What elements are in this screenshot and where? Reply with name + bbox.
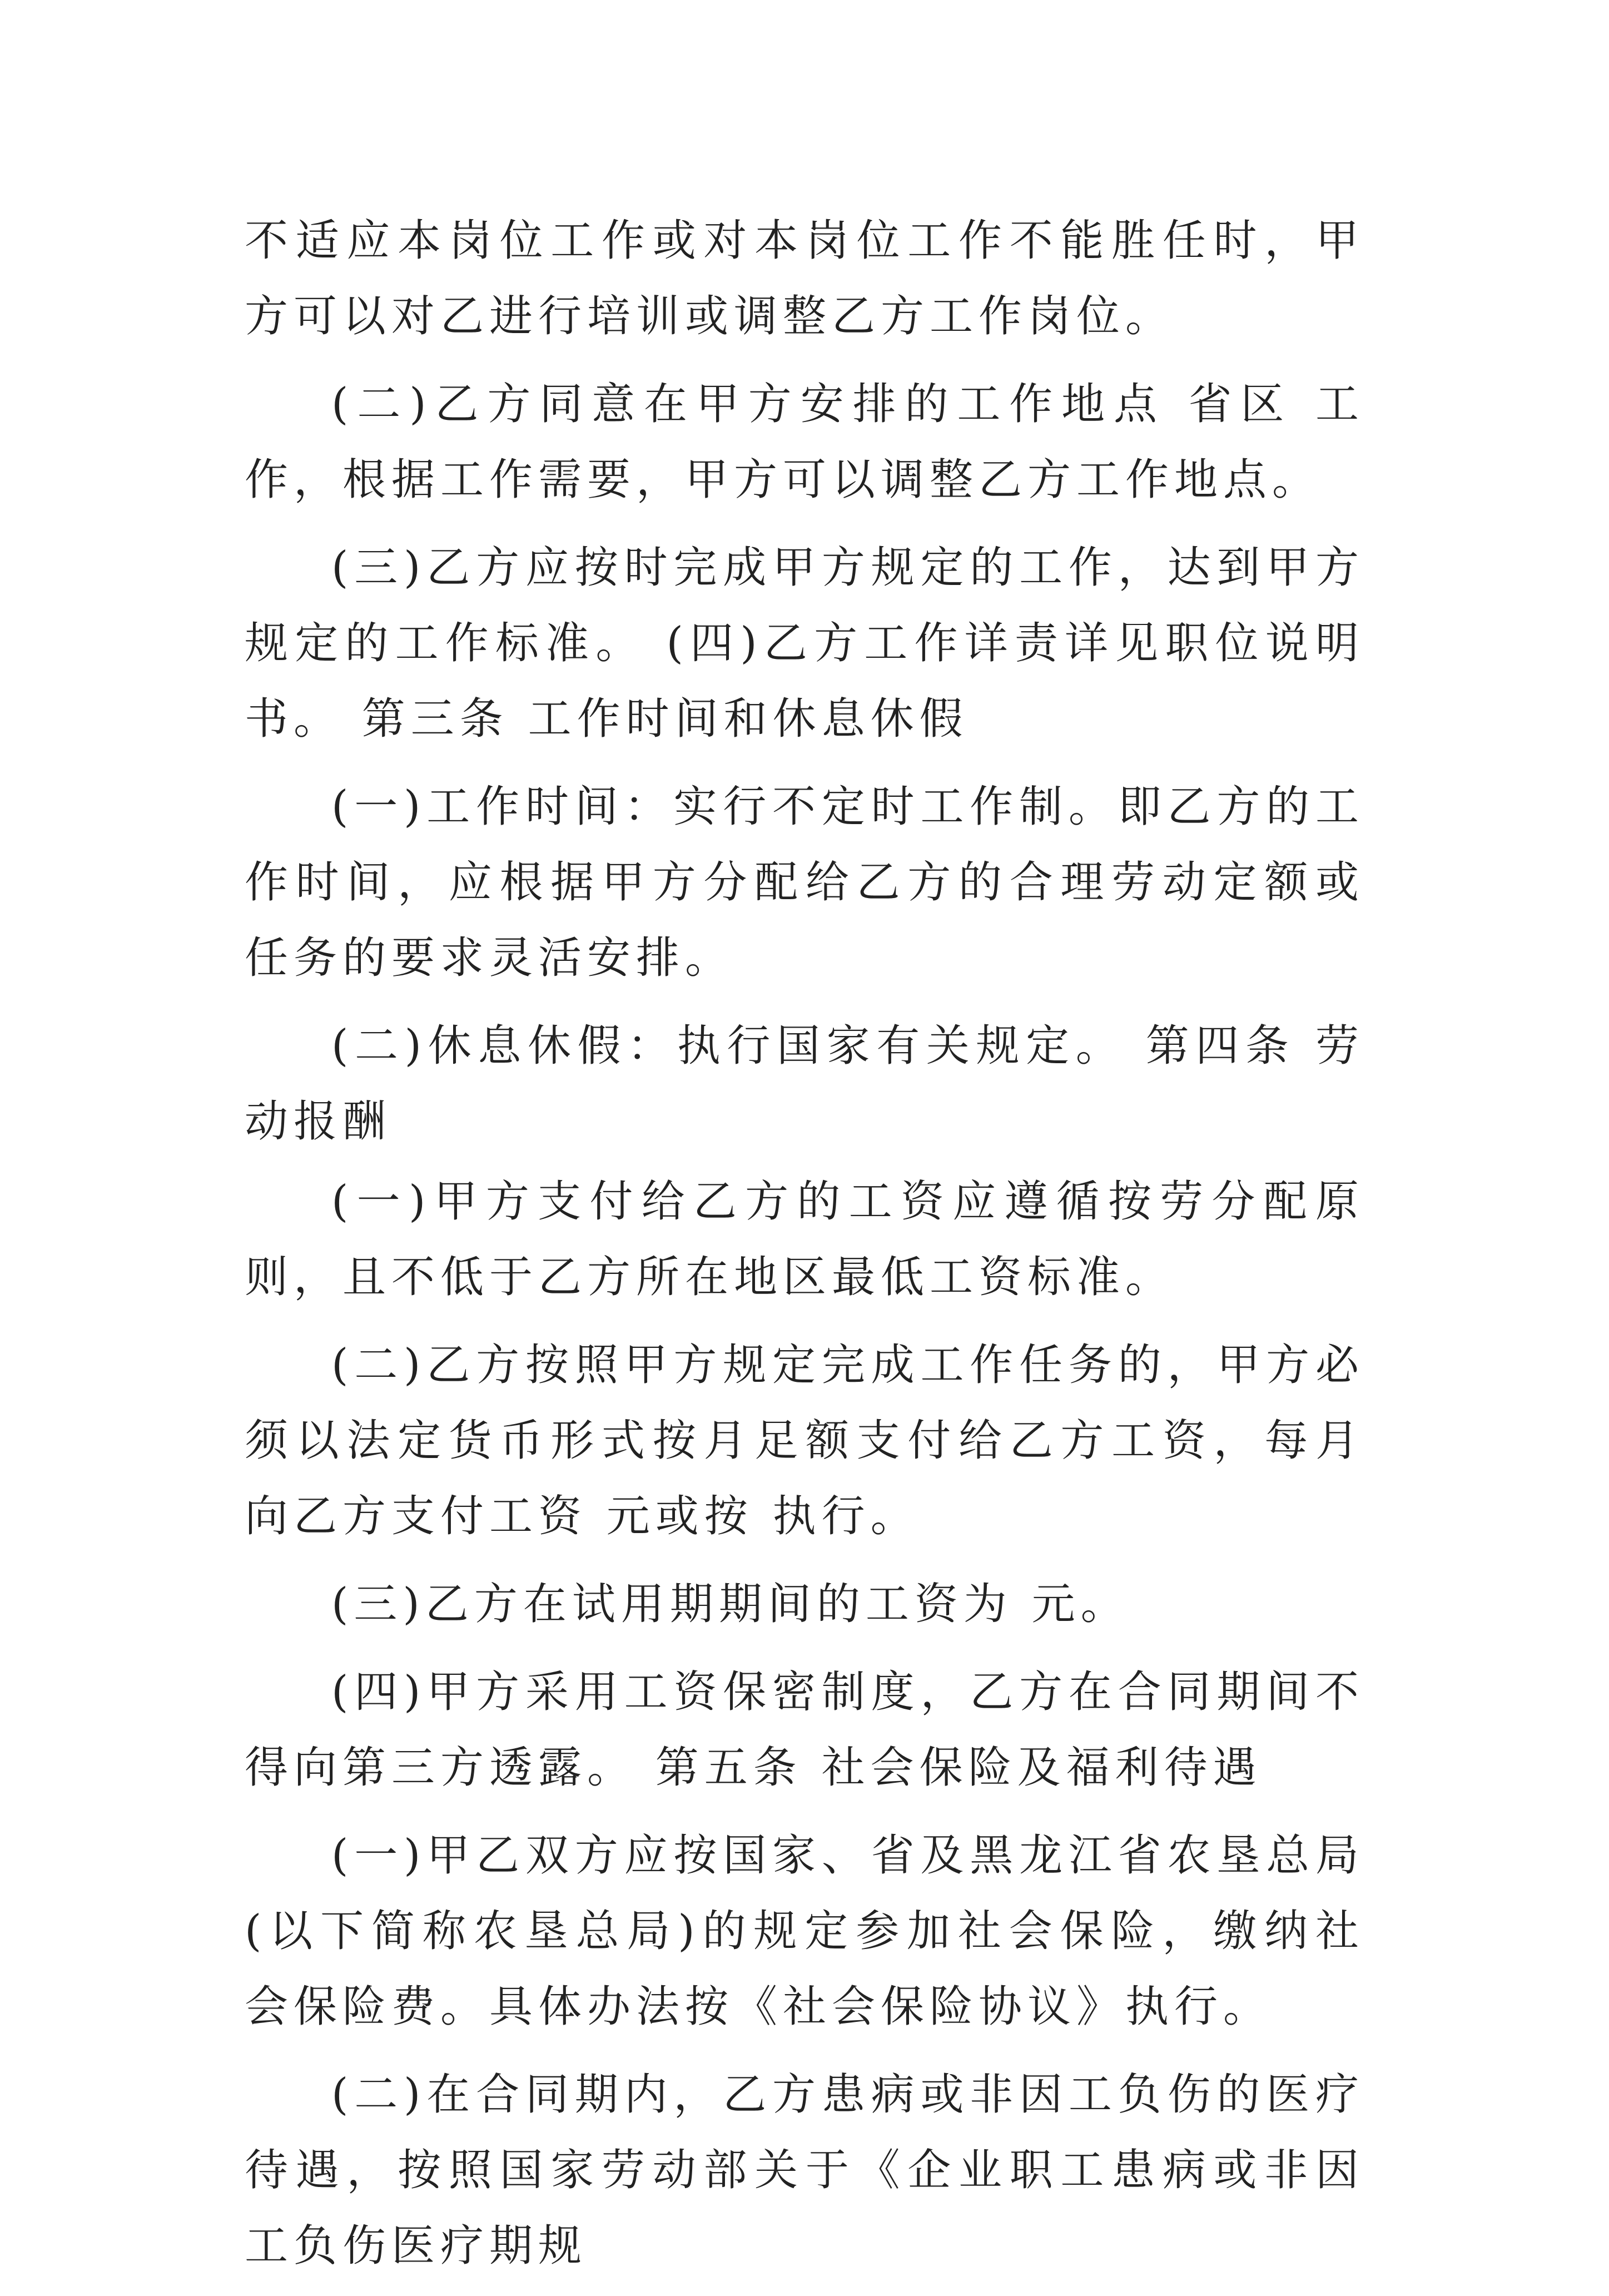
- paragraph-wage-payment: (二)乙方按照甲方规定完成工作任务的，甲方必须以法定货币形式按月足额支付给乙方工资，每月向乙方支付工资 元或按 执行。: [245, 1340, 1364, 1541]
- paragraph-probation-wage: (三)乙方在试用期期间的工资为 元。: [331, 1579, 1130, 1629]
- document-body: [245, 203, 1364, 2296]
- paragraph-work-location: (二)乙方同意在甲方安排的工作地点 省区 工作，根据工作需要，甲方可以调整乙方工作地点。: [245, 379, 1364, 505]
- paragraph-rest-leave: (二)休息休假：执行国家有关规定。 第四条 劳动报酬: [245, 1021, 1364, 1147]
- paragraph-continuation: 不适应本岗位工作或对本岗位工作不能胜任时，甲方可以对乙进行培训或调整乙方工作岗位。: [245, 216, 1364, 341]
- paragraph-wage-confidentiality: (四)甲方采用工资保密制度，乙方在合同期间不得向第三方透露。 第五条 社会保险及福利待遇: [245, 1667, 1364, 1793]
- paragraph-work-standard: (三)乙方应按时完成甲方规定的工作，达到甲方规定的工作标准。 (四)乙方工作详责详见职位说明书。 第三条 工作时间和休息休假: [245, 543, 1364, 744]
- paragraph-wage-principle: (一)甲方支付给乙方的工资应遵循按劳分配原则，且不低于乙方所在地区最低工资标准。: [245, 1177, 1364, 1302]
- paragraph-medical-treatment: (二)在合同期内，乙方患病或非因工负伤的医疗待遇，按照国家劳动部关于《企业职工患病或非因工负伤医疗期规: [245, 2070, 1364, 2271]
- paragraph-social-insurance: (一)甲乙双方应按国家、省及黑龙江省农垦总局(以下简称农垦总局)的规定参加社会保险，缴纳社会保险费。具体办法按《社会保险协议》执行。: [245, 1831, 1364, 2032]
- paragraph-work-time: (一)工作时间：实行不定时工作制。即乙方的工作时间，应根据甲方分配给乙方的合理劳动定额或任务的要求灵活安排。: [245, 782, 1364, 983]
